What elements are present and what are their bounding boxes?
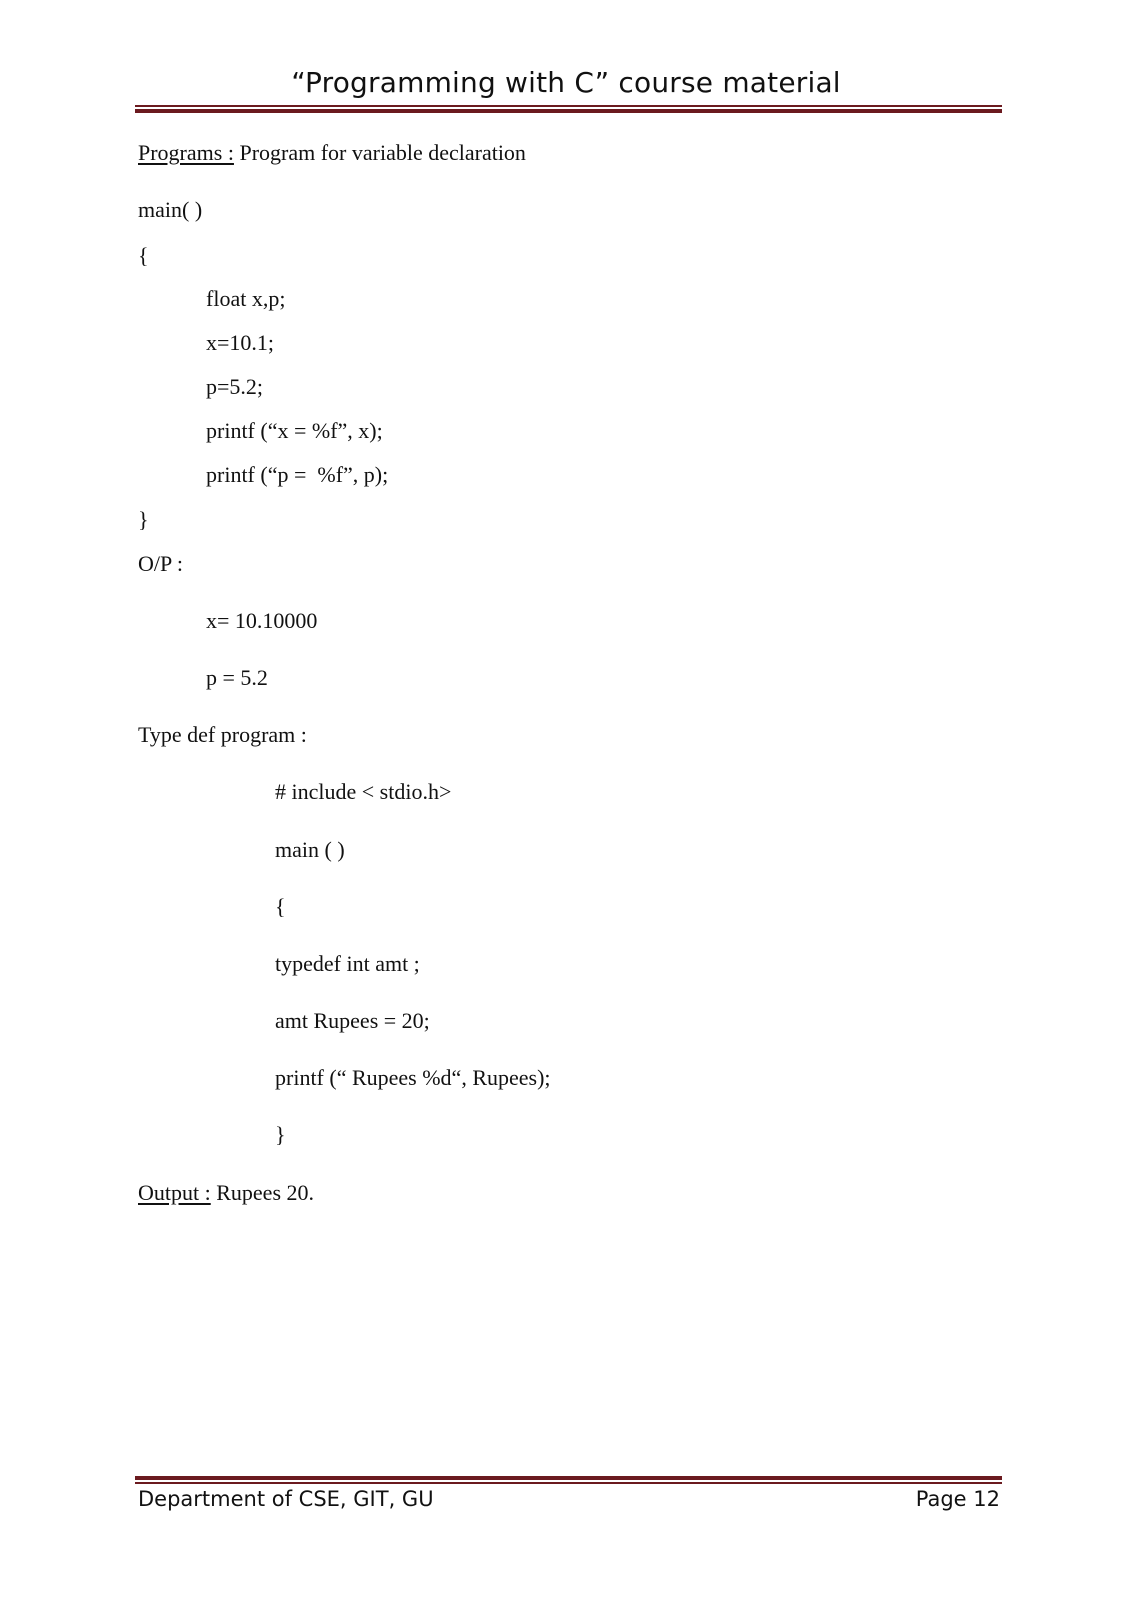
code-line-open-brace: {: [138, 243, 149, 268]
page-header-title: “Programming with C” course material: [291, 66, 841, 99]
code2-line-printf: printf (“ Rupees %d“, Rupees);: [275, 1065, 551, 1090]
section1-heading: [138, 140, 526, 166]
section2-output: [138, 1180, 314, 1206]
code-line-assign-x: x=10.1;: [206, 330, 275, 355]
footer-department: Department of CSE, GIT, GU: [138, 1487, 434, 1511]
code-line-declare: float x,p;: [206, 286, 286, 311]
footer-rule: [135, 1476, 1002, 1484]
code-line-main: main( ): [138, 197, 203, 222]
code2-line-typedef: typedef int amt ;: [275, 951, 420, 976]
section2-heading: Type def program :: [138, 722, 307, 747]
code-line-printf-x: printf (“x = %f”, x);: [206, 418, 383, 443]
code-line-printf-p: printf (“p = %f”, p);: [206, 462, 389, 487]
output-label: Output :: [138, 1180, 211, 1205]
code2-line-open-brace: {: [275, 894, 286, 919]
code2-line-include: # include < stdio.h>: [275, 779, 452, 804]
output-line-p: p = 5.2: [206, 665, 268, 690]
code-line-close-brace: }: [138, 507, 149, 532]
programs-heading-text: Program for variable declaration: [233, 140, 526, 165]
code2-line-close-brace: }: [275, 1122, 286, 1147]
header-rule: [135, 105, 1002, 113]
programs-label: Programs :: [138, 140, 234, 165]
code2-line-main: main ( ): [275, 837, 345, 862]
op-label: O/P :: [138, 551, 184, 576]
footer-page-number: Page 12: [915, 1487, 1000, 1511]
code2-line-assign: amt Rupees = 20;: [275, 1008, 430, 1033]
code-line-assign-p: p=5.2;: [206, 374, 264, 399]
output-line-x: x= 10.10000: [206, 608, 318, 633]
output-text: Rupees 20.: [210, 1180, 314, 1205]
